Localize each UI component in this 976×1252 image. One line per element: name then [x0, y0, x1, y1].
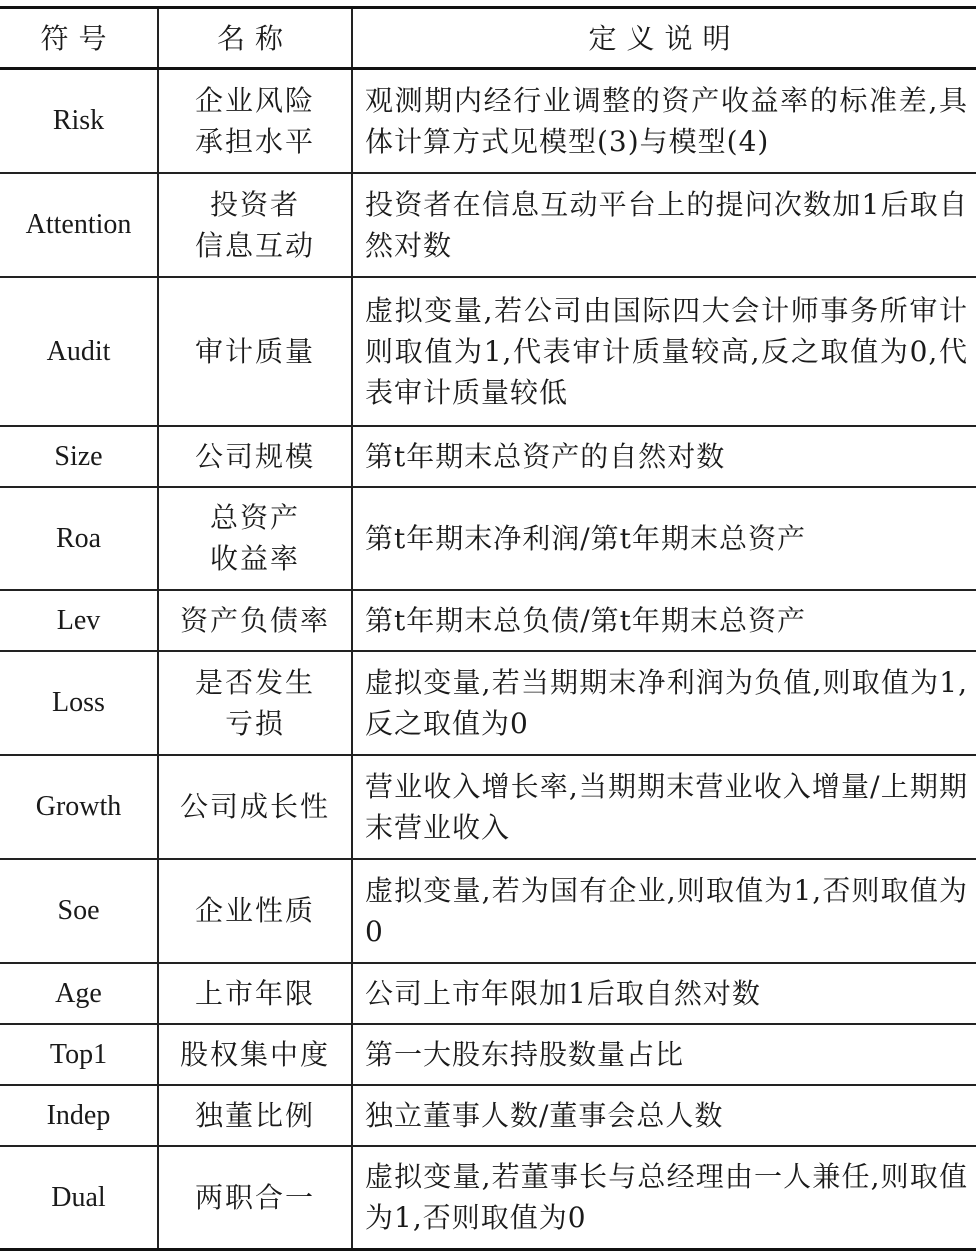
symbol-cell: Loss	[0, 651, 158, 755]
name-cell	[158, 859, 352, 963]
table-row	[0, 755, 976, 859]
name-line: 总资产	[209, 501, 300, 534]
name-cell	[158, 1146, 352, 1250]
definition-cell: 第t年期末总负债/第t年期末总资产	[352, 590, 976, 651]
symbol-cell: Size	[0, 426, 158, 487]
definition-cell: 公司上市年限加1后取自然对数	[352, 963, 976, 1024]
symbol-cell: Audit	[0, 277, 158, 426]
name-line: 股权集中度	[179, 1037, 330, 1071]
symbol-cell: Growth	[0, 755, 158, 859]
name-cell	[158, 590, 352, 651]
name-cell	[158, 173, 352, 277]
definition-cell: 投资者在信息互动平台上的提问次数加1后取自然对数	[352, 173, 976, 277]
table-row	[0, 1024, 976, 1085]
name-line: 上市年限	[194, 976, 315, 1010]
symbol-cell: Age	[0, 963, 158, 1024]
definition-cell: 第t年期末总资产的自然对数	[352, 426, 976, 487]
table-row	[0, 426, 976, 487]
name-cell	[158, 755, 352, 859]
name-cell	[158, 69, 352, 173]
symbol-cell: Roa	[0, 487, 158, 590]
table-row	[0, 277, 976, 426]
symbol-cell: Risk	[0, 69, 158, 173]
table-row	[0, 487, 976, 590]
table-header	[0, 8, 976, 69]
definition-cell: 虚拟变量,若董事长与总经理由一人兼任,则取值为1,否则取值为0	[352, 1146, 976, 1250]
name-cell	[158, 1085, 352, 1146]
header-name: 名称	[158, 8, 352, 69]
name-line: 审计质量	[194, 334, 315, 368]
name-line: 公司成长性	[179, 790, 330, 823]
symbol-cell: Soe	[0, 859, 158, 963]
name-cell	[158, 1024, 352, 1085]
definition-cell: 虚拟变量,若公司由国际四大会计师事务所审计则取值为1,代表审计质量较高,反之取值为0,代表审计质量较低	[352, 277, 976, 426]
name-line: 资产负债率	[179, 603, 330, 637]
name-line: 投资者	[209, 187, 300, 221]
definition-cell: 第一大股东持股数量占比	[352, 1024, 976, 1085]
table-row	[0, 859, 976, 963]
symbol-cell: Dual	[0, 1146, 158, 1250]
name-line: 信息互动	[194, 228, 315, 262]
name-line: 独董比例	[194, 1098, 315, 1132]
name-cell	[158, 277, 352, 426]
name-line: 公司规模	[194, 439, 315, 473]
definition-cell: 虚拟变量,若为国有企业,则取值为1,否则取值为0	[352, 859, 976, 963]
name-line: 亏损	[224, 706, 285, 740]
name-line: 收益率	[209, 542, 300, 575]
definition-cell: 虚拟变量,若当期期末净利润为负值,则取值为1,反之取值为0	[352, 651, 976, 755]
symbol-cell: Lev	[0, 590, 158, 651]
table-body	[0, 69, 976, 1250]
definition-cell: 观测期内经行业调整的资产收益率的标准差,具体计算方式见模型(3)与模型(4)	[352, 69, 976, 173]
header-symbol: 符号	[0, 8, 158, 69]
name-cell	[158, 651, 352, 755]
definition-cell: 第t年期末净利润/第t年期末总资产	[352, 487, 976, 590]
table-row	[0, 69, 976, 173]
table-row	[0, 590, 976, 651]
header-row	[0, 8, 976, 69]
table-row	[0, 1146, 976, 1250]
header-definition: 定义说明	[352, 8, 976, 69]
name-line: 企业风险	[194, 83, 315, 117]
name-cell	[158, 963, 352, 1024]
definition-cell: 独立董事人数/董事会总人数	[352, 1085, 976, 1146]
variable-definition-table	[0, 6, 976, 1251]
table-row	[0, 173, 976, 277]
name-line: 两职合一	[194, 1180, 315, 1214]
symbol-cell: Attention	[0, 173, 158, 277]
definition-cell: 营业收入增长率,当期期末营业收入增量/上期期末营业收入	[352, 755, 976, 859]
name-line: 是否发生	[194, 665, 315, 699]
name-line: 企业性质	[194, 894, 315, 927]
symbol-cell: Top1	[0, 1024, 158, 1085]
name-line: 承担水平	[194, 124, 315, 158]
table-row	[0, 963, 976, 1024]
table-row	[0, 1085, 976, 1146]
name-cell	[158, 426, 352, 487]
name-cell	[158, 487, 352, 590]
symbol-cell: Indep	[0, 1085, 158, 1146]
table-row	[0, 651, 976, 755]
